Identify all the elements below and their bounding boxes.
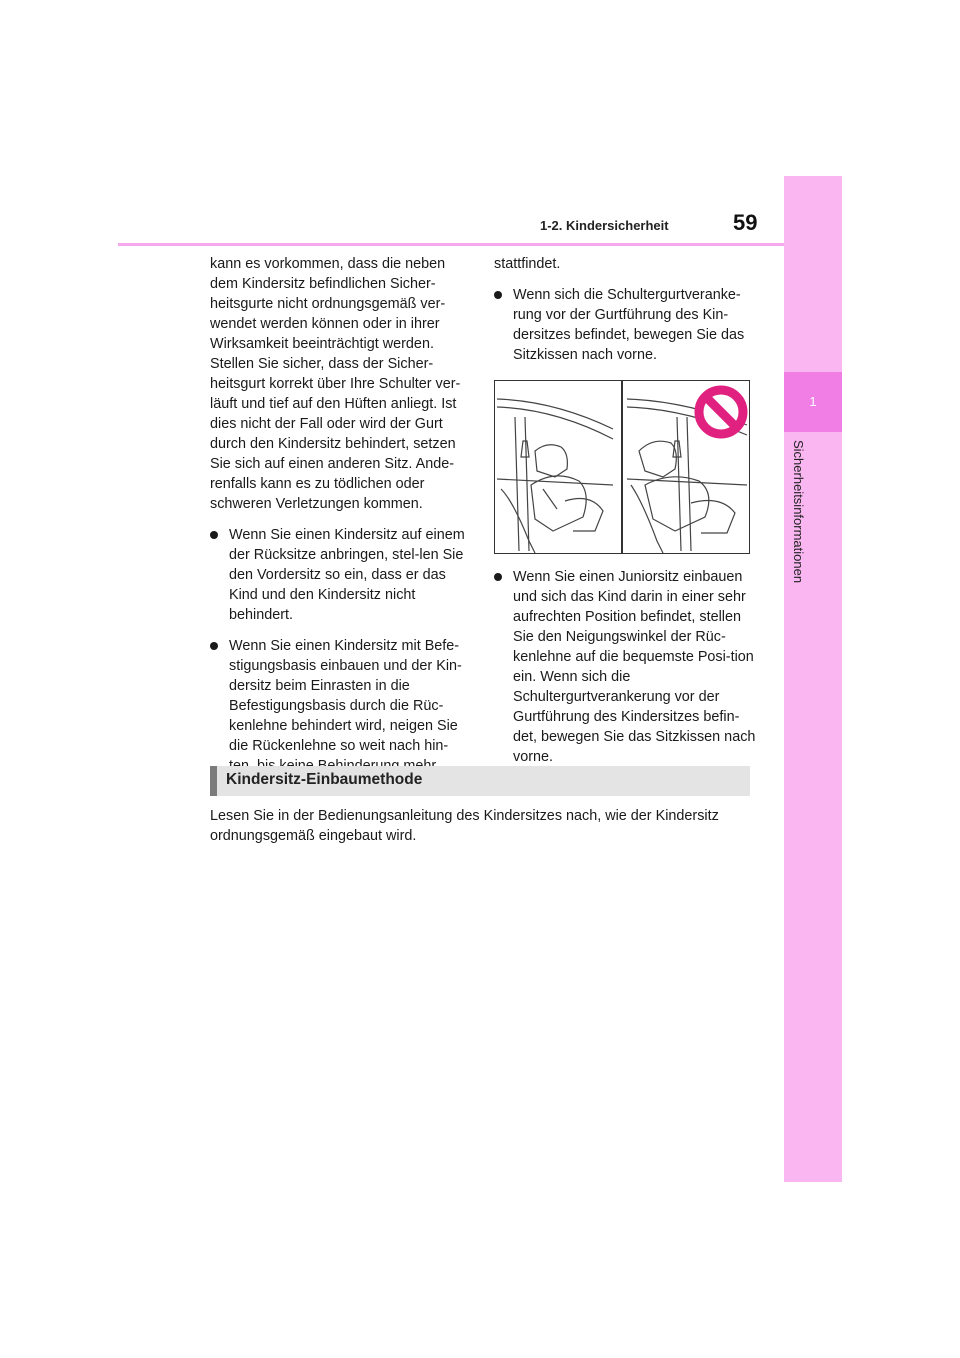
bullet-dot-icon bbox=[494, 291, 502, 299]
bullet-item bbox=[210, 525, 470, 625]
bullet-dot-icon bbox=[210, 642, 218, 650]
intro-paragraph: kann es vorkommen, dass die neben dem Kindersitz befindlichen Sicher-heitsgurte nicht ordnungsgemäß ver-wendet werden können oder in ihrer Wirksamkeit beeinträchtigt werden. Stellen Sie sicher, dass der Sicher-heitsgurt korrekt über Ihre Schulter ver-läuft und tief auf den Hüften anliegt. Ist dies nicht der Fall oder wird der Gurt durch den Kindersitz behindert, setzen Sie sich auf einen anderen Sitz. Ande-renfalls kann es zu tödlichen oder schweren Verletzungen kommen. bbox=[210, 256, 461, 512]
bullet-dot-icon bbox=[494, 573, 502, 581]
right-column bbox=[494, 254, 756, 767]
page-number: 59 bbox=[733, 210, 758, 235]
header-rule bbox=[118, 243, 784, 246]
bullet-text: Wenn sich die Schultergurtveranke-rung vor der Gurtführung des Kin-dersitzes befindet, bewegen Sie das Sitzkissen nach vorne. bbox=[513, 287, 745, 363]
left-column bbox=[210, 254, 470, 776]
bullet-dot-icon bbox=[210, 531, 218, 539]
chapter-title: Sicherheitsinformationen bbox=[791, 440, 806, 584]
bullet-item bbox=[494, 567, 756, 767]
child-seat-illustration bbox=[494, 380, 750, 554]
section-label: 1-2. Kindersicherheit bbox=[540, 218, 669, 233]
illustration-svg bbox=[495, 381, 749, 553]
bullet-text: Wenn Sie einen Kindersitz mit Befe-stigungsbasis einbauen und der Kin-dersitz beim Einrasten in die Befestigungsbasis durch die Rüc-kenlehne behindert wird, neigen Sie die Rückenlehne so weit nach hin- bbox=[229, 638, 462, 754]
bullet-item bbox=[210, 636, 470, 776]
bullet-item bbox=[494, 285, 756, 365]
continuation-text: stattfindet. bbox=[494, 256, 561, 272]
section-heading-bar bbox=[210, 766, 750, 796]
prohibition-icon bbox=[699, 390, 743, 434]
chapter-sidebar bbox=[784, 176, 842, 1182]
heading-accent bbox=[210, 766, 217, 796]
section-heading: Kindersitz-Einbaumethode bbox=[226, 771, 423, 788]
bullet-text: Wenn Sie einen Juniorsitz einbauen und sich das Kind darin in einer sehr aufrechten Position befindet, stellen Sie den Neigungswinkel der Rüc-kenlehne auf die bequemste Posi-tion ein. Wenn sich die Schultergurtverankerung vor der Gurtführung des Kindersitzes befin-det, bewegen Sie das Sitzkissen nach vorne. bbox=[513, 569, 756, 765]
section-body: Lesen Sie in der Bedienungsanleitung des Kindersitzes nach, wie der Kindersitz ordnungsgemäß eingebaut wird. bbox=[210, 808, 719, 844]
chapter-number: 1 bbox=[784, 372, 842, 432]
bullet-text: Wenn Sie einen Kindersitz auf einem der Rücksitze anbringen, stel-len Sie den Vordersitz so ein, dass er das Kind und den Kindersitz nicht behindert. bbox=[229, 527, 465, 623]
